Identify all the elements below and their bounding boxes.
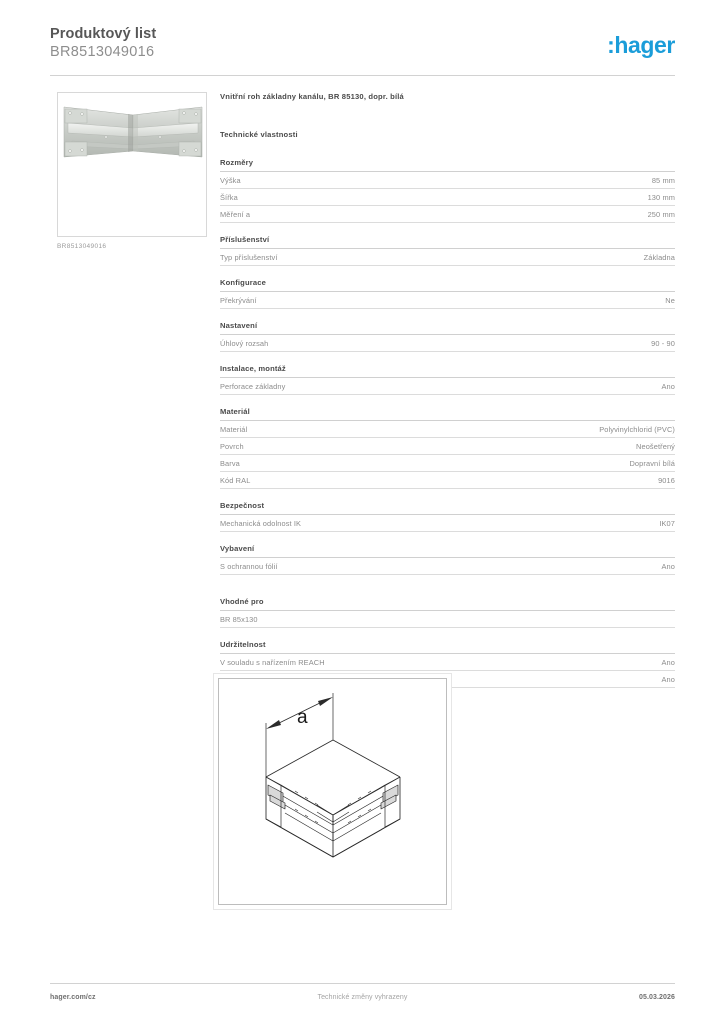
spec-row-label: BR 85x130	[220, 614, 258, 624]
footer-disclaimer: Technické změny vyhrazeny	[317, 994, 408, 1001]
spec-group-title: Nastavení	[220, 321, 675, 335]
spec-row	[220, 172, 675, 189]
spec-group-title: Vhodné pro	[220, 597, 675, 611]
spec-row	[220, 558, 675, 575]
spec-row-label: S ochrannou fólií	[220, 561, 278, 571]
spec-row-value: Polyvinylchlorid (PVC)	[599, 424, 675, 434]
page-footer	[50, 994, 675, 1008]
page-header	[50, 26, 675, 74]
spec-group-title: Instalace, montáž	[220, 364, 675, 378]
product-photo-graphic	[58, 101, 207, 163]
spec-group	[220, 278, 675, 309]
spec-group-title: Příslušenství	[220, 235, 675, 249]
product-image-caption: BR8513049016	[57, 243, 107, 250]
spec-row	[220, 515, 675, 532]
spec-row-label: Perforace základny	[220, 381, 286, 391]
product-name: Vnitřní roh základny kanálu, BR 85130, dopr. bílá	[220, 92, 404, 101]
spec-group	[220, 597, 675, 628]
spec-group	[220, 364, 675, 395]
spec-row-label: Úhlový rozsah	[220, 338, 269, 348]
spec-row	[220, 654, 675, 671]
hager-logo: :hager	[607, 32, 675, 58]
spec-row-label: Mechanická odolnost IK	[220, 518, 302, 528]
spec-group	[220, 158, 675, 223]
spec-row-value: 85 mm	[651, 175, 675, 185]
spec-row-value: IK07	[659, 518, 675, 528]
spec-row	[220, 455, 675, 472]
spec-row-value: Neošetřený	[636, 441, 675, 451]
spec-row-label: Typ příslušenství	[220, 252, 278, 262]
tech-properties-heading: Technické vlastnosti	[220, 130, 298, 139]
spec-row-label: V souladu s nařízením REACH	[220, 657, 325, 667]
spec-row-value: Dopravní bílá	[629, 458, 675, 468]
spec-row	[220, 611, 675, 628]
spec-group-title: Rozměry	[220, 158, 675, 172]
spec-row-value: Ano	[661, 674, 675, 684]
spec-group	[220, 501, 675, 532]
spec-row-value: 130 mm	[647, 192, 675, 202]
spec-row-label: Kód RAL	[220, 475, 251, 485]
page-title: Produktový list	[50, 26, 157, 42]
spec-group-title: Materiál	[220, 407, 675, 421]
spec-row-label: Měření a	[220, 209, 251, 219]
spec-row-value: Ano	[661, 381, 675, 391]
spec-row	[220, 472, 675, 489]
spec-group-title: Vybavení	[220, 544, 675, 558]
product-reference: BR8513049016	[50, 44, 155, 60]
spec-row	[220, 189, 675, 206]
spec-row-value: Základna	[643, 252, 675, 262]
spec-content	[220, 92, 675, 727]
dimension-label-a: a	[297, 707, 308, 728]
footer-website[interactable]: hager.com/cz	[50, 994, 96, 1001]
product-image	[57, 92, 207, 237]
spec-row-label: Překrývání	[220, 295, 257, 305]
spec-group	[220, 544, 675, 575]
technical-drawing-canvas	[218, 678, 447, 905]
spec-row-value: 250 mm	[647, 209, 675, 219]
spec-row-value: 90 - 90	[651, 338, 675, 348]
spec-row-value: Ne	[665, 295, 675, 305]
spec-group	[220, 321, 675, 352]
spec-row-label: Šířka	[220, 192, 238, 202]
spec-row-label: Povrch	[220, 441, 244, 451]
spec-row	[220, 249, 675, 266]
spec-group-title: Konfigurace	[220, 278, 675, 292]
spec-row-value: Ano	[661, 561, 675, 571]
spec-row	[220, 421, 675, 438]
footer-date: 05.03.2026	[638, 994, 675, 1001]
spec-row	[220, 206, 675, 223]
spec-group-list	[220, 158, 675, 688]
header-divider	[50, 75, 675, 76]
spec-row-label: Materiál	[220, 424, 248, 434]
spec-row	[220, 438, 675, 455]
spec-group-title: Udržitelnost	[220, 640, 675, 654]
spec-row-value: 9016	[658, 475, 675, 485]
footer-divider	[50, 983, 675, 984]
spec-group	[220, 407, 675, 489]
spec-row-label: Výška	[220, 175, 241, 185]
technical-drawing	[213, 673, 452, 910]
spec-row-value: Ano	[661, 657, 675, 667]
spec-group	[220, 235, 675, 266]
spec-group-title: Bezpečnost	[220, 501, 675, 515]
spec-row	[220, 292, 675, 309]
spec-row-label: Barva	[220, 458, 240, 468]
spec-row	[220, 378, 675, 395]
spec-row	[220, 335, 675, 352]
